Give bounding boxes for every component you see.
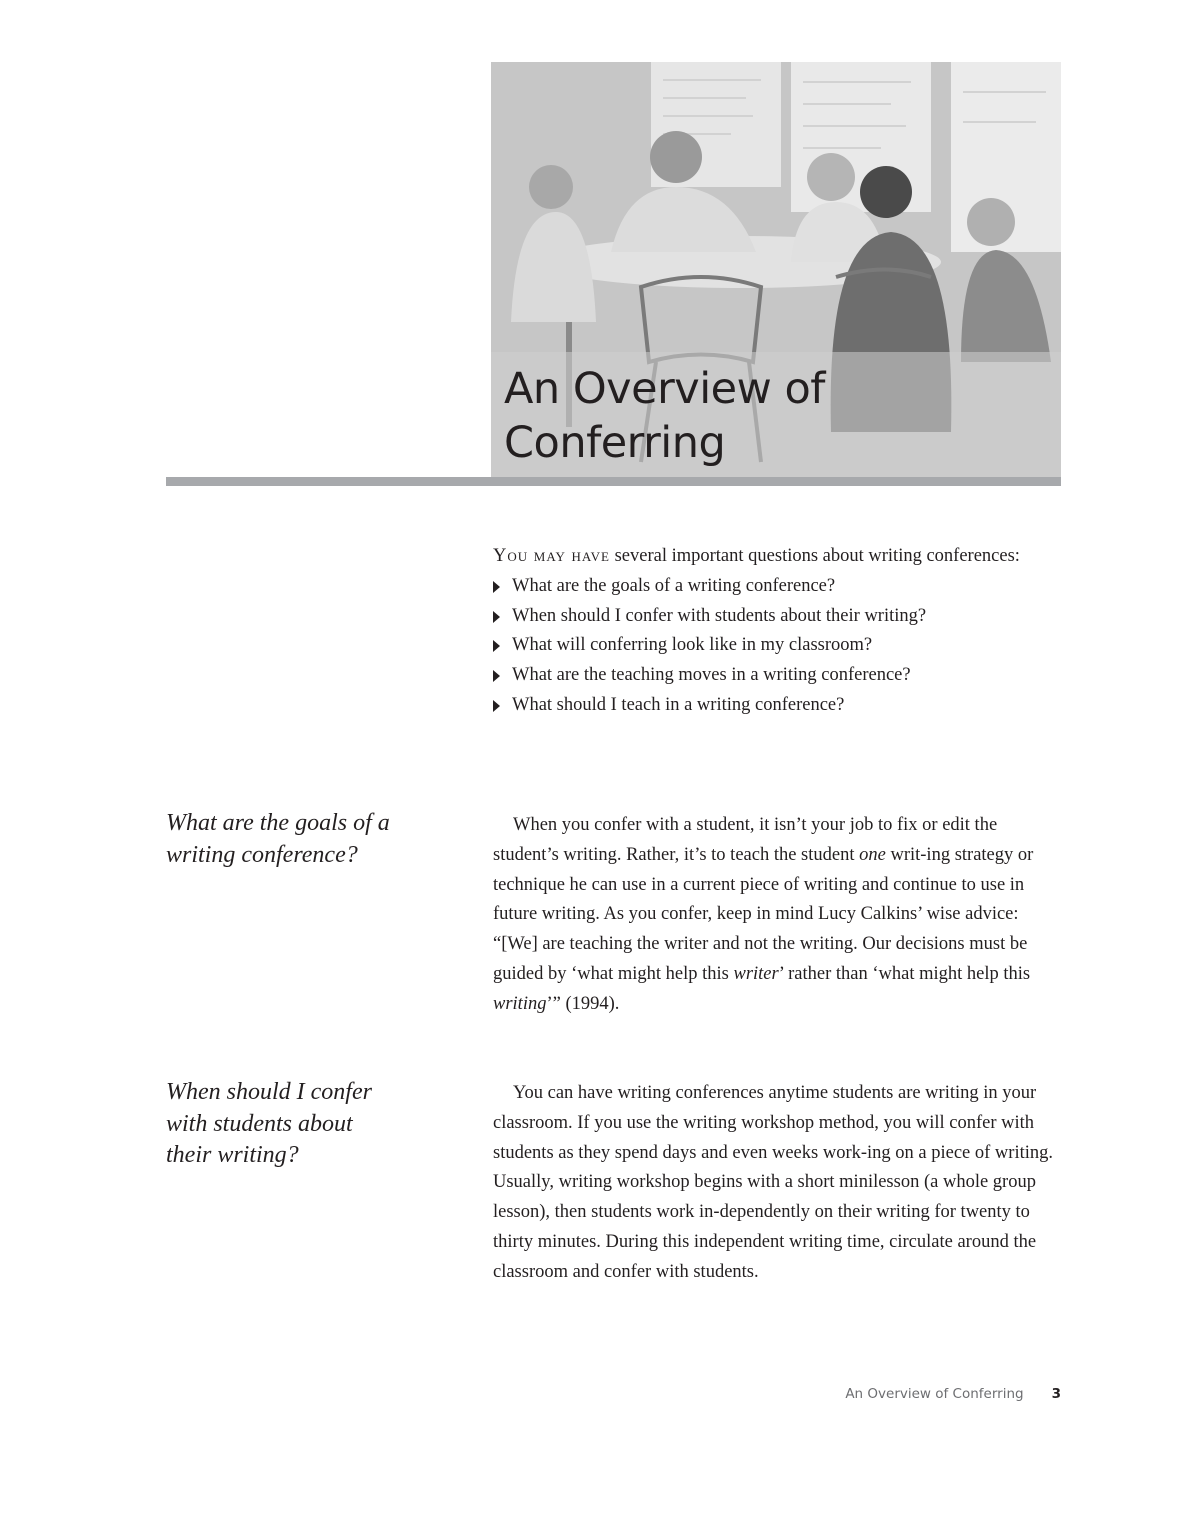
running-title: An Overview of Conferring (845, 1386, 1024, 1402)
intro-lead-rest: several important questions about writing conferences: (609, 546, 1020, 566)
list-item (493, 602, 1053, 632)
goals-emphasis-writer: writer (733, 963, 779, 984)
triangle-bullet-icon (493, 640, 500, 652)
side-question-line: When should I confer (166, 1079, 372, 1105)
triangle-bullet-icon (493, 670, 500, 682)
goals-emphasis-writing: writing (493, 993, 547, 1014)
question-text: What are the teaching moves in a writing conference? (512, 665, 911, 686)
intro-lead (493, 542, 1053, 572)
side-question-line: What are the goals of a (166, 810, 390, 836)
triangle-bullet-icon (493, 611, 500, 623)
question-text: What will conferring look like in my classroom? (512, 635, 873, 656)
title-divider (166, 477, 1061, 486)
side-question-goals (166, 808, 456, 871)
page-footer (760, 1386, 1061, 1402)
question-text: What should I teach in a writing conference? (512, 694, 845, 715)
triangle-bullet-icon (493, 700, 500, 712)
chapter-title-line-2: Conferring (504, 418, 726, 468)
intro-lead-smallcaps: You may have (493, 546, 610, 566)
triangle-bullet-icon (493, 581, 500, 593)
chapter-title-line-1: An Overview of (504, 364, 825, 414)
side-question-line: their writing? (166, 1142, 299, 1168)
goals-text-3: ’ rather than ‘what might help this (778, 963, 1031, 984)
question-text: What are the goals of a writing conference? (512, 575, 836, 596)
goals-emphasis-one: one (859, 844, 886, 865)
chapter-title (504, 362, 825, 470)
side-question-line: with students about (166, 1110, 353, 1137)
question-list (493, 572, 1053, 721)
side-question-line: writing conference? (166, 841, 358, 868)
list-item (493, 691, 1053, 721)
goals-text-2: writ-ing strategy or technique he can use in a current piece of writing and continue to use in future writing. As you confer, keep in mind Lucy Calkins’ wise advice: “[We] are teaching the writer and not the writing. Our decisions must be guided by ‘what might help this (493, 844, 1034, 984)
side-question-when (166, 1077, 456, 1172)
list-item (493, 661, 1053, 691)
question-text: When should I confer with students about their writing? (512, 605, 927, 626)
list-item (493, 631, 1053, 661)
list-item (493, 572, 1053, 602)
goals-text-1: When you confer with a student, it isn’t your job to fix or edit the student’s writing. Rather, it’s to teach the student (493, 815, 998, 865)
goals-paragraph (493, 811, 1053, 1020)
goals-text-4: ’” (1994). (546, 993, 620, 1014)
page-number: 3 (1051, 1386, 1061, 1402)
intro-section (493, 542, 1053, 721)
when-paragraph: You can have writing conferences anytime students are writing in your classroom. If you use the writing workshop method, you will confer with students as they spend days and even weeks work-ing on a piece of writing. Usually, writing workshop begins with a short minilesson (a whole group lesson), then students work in-dependently on their writing for twenty to thirty minutes. During this independent writing time, circulate around the classroom and confer with students. (493, 1083, 1053, 1282)
